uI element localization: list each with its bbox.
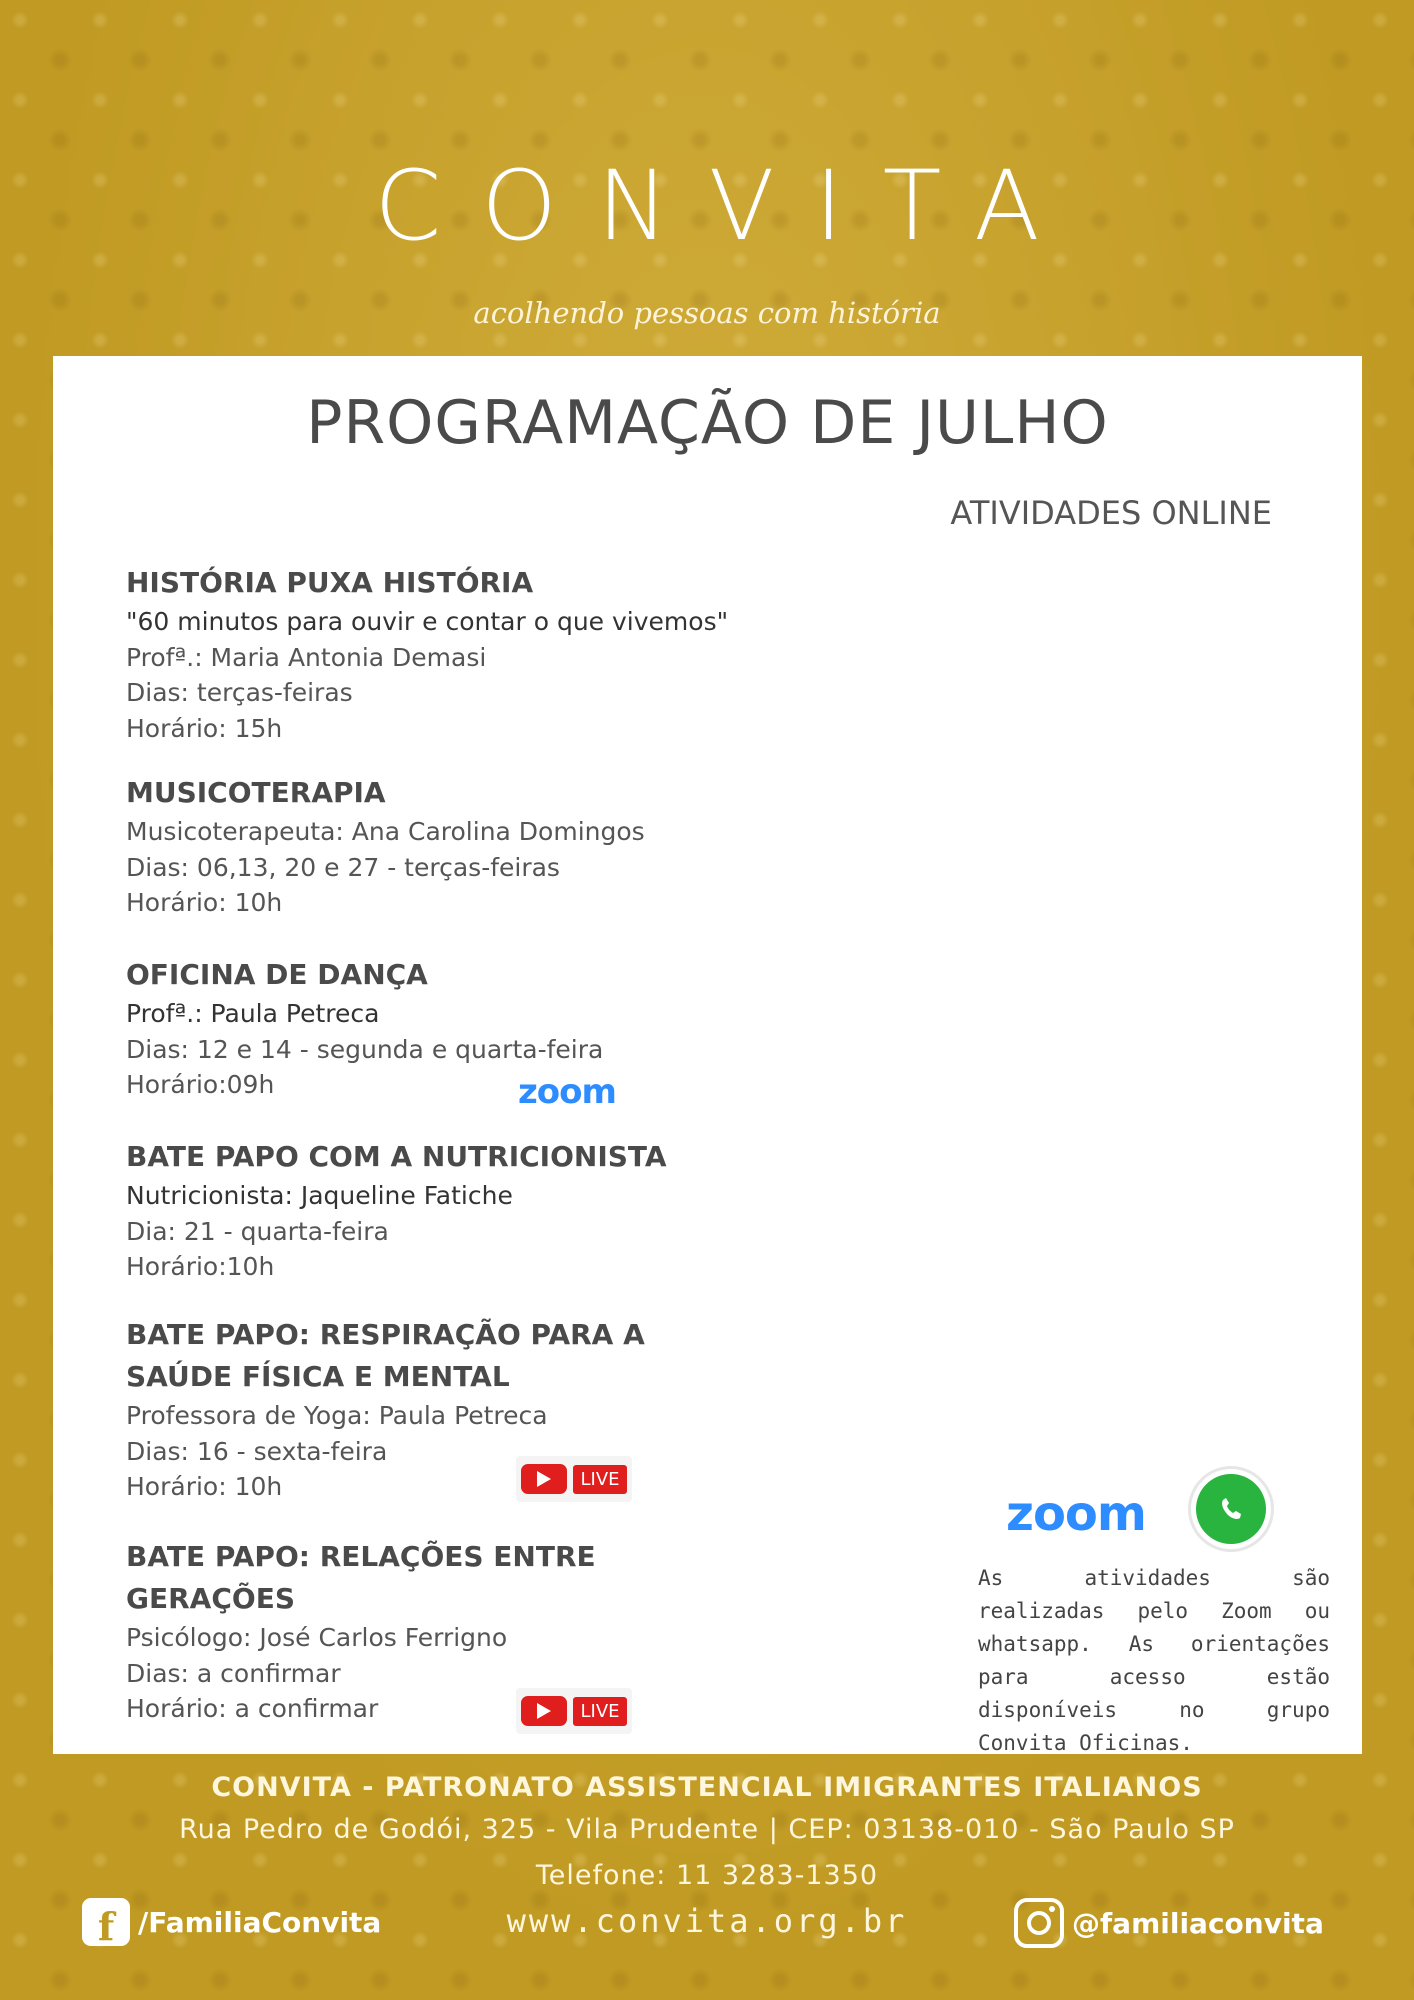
activity-days: Dias: a confirmar bbox=[126, 1658, 341, 1688]
activity-title: BATE PAPO: RELAÇÕES ENTRE bbox=[126, 1540, 596, 1573]
activity-teacher: Nutricionista: Jaqueline Fatiche bbox=[126, 1181, 513, 1210]
live-label: LIVE bbox=[573, 1697, 626, 1726]
access-note: As atividades são realizadas pelo Zoom ou whatsapp. As orientações para acesso estão disponíveis no grupo Convita Oficinas. bbox=[978, 1566, 1330, 1755]
activity-time: Horário:09h bbox=[126, 1070, 275, 1099]
website-link[interactable]: www.convita.org.br bbox=[506, 1902, 908, 1940]
convita-logo: CONVITA bbox=[374, 150, 1080, 262]
tagline: acolhendo pessoas com história bbox=[473, 296, 941, 330]
whatsapp-icon bbox=[1188, 1466, 1274, 1552]
facebook-handle: /FamiliaConvita bbox=[138, 1905, 382, 1939]
activity-days: Dias: 12 e 14 - segunda e quarta-feira bbox=[126, 1034, 604, 1064]
activity-title: SAÚDE FÍSICA E MENTAL bbox=[126, 1360, 510, 1393]
zoom-logo: zoom bbox=[518, 1072, 616, 1112]
activity-teacher: Profª.: Paula Petreca bbox=[126, 999, 380, 1028]
activity-title: BATE PAPO COM A NUTRICIONISTA bbox=[126, 1140, 667, 1173]
activity-days: Dias: 16 - sexta-feira bbox=[126, 1436, 388, 1466]
activity-title: HISTÓRIA PUXA HISTÓRIA bbox=[126, 566, 534, 599]
instagram-handle: @familiaconvita bbox=[1072, 1906, 1324, 1940]
activity-time: Horário:10h bbox=[126, 1252, 275, 1281]
activity-quote: "60 minutos para ouvir e contar o que vivemos" bbox=[126, 607, 729, 636]
facebook-icon: f bbox=[82, 1898, 130, 1946]
activity-time: Horário: 10h bbox=[126, 1472, 283, 1501]
page-subtitle: ATIVIDADES ONLINE bbox=[950, 494, 1272, 532]
activity-respiracao bbox=[126, 1314, 746, 1505]
youtube-icon bbox=[521, 1464, 567, 1494]
footer-phone: Telefone: 11 3283-1350 bbox=[535, 1860, 879, 1891]
youtube-live-badge bbox=[516, 1688, 632, 1734]
activity-teacher: Professora de Yoga: Paula Petreca bbox=[126, 1401, 548, 1430]
footer-address: Rua Pedro de Godói, 325 - Vila Prudente | CEP: 03138-010 - São Paulo SP bbox=[179, 1814, 1235, 1845]
activity-time: Horário: a confirmar bbox=[126, 1694, 379, 1723]
activity-danca bbox=[126, 954, 746, 1103]
instagram-icon bbox=[1014, 1898, 1064, 1948]
activity-geracoes bbox=[126, 1536, 746, 1727]
activity-musicoterapia bbox=[126, 772, 746, 921]
activity-teacher: Psicólogo: José Carlos Ferrigno bbox=[126, 1623, 508, 1652]
activity-teacher: Musicoterapeuta: Ana Carolina Domingos bbox=[126, 817, 645, 846]
activity-title: BATE PAPO: RESPIRAÇÃO PARA A bbox=[126, 1318, 645, 1351]
footer-org: CONVITA - PATRONATO ASSISTENCIAL IMIGRANTES ITALIANOS bbox=[211, 1772, 1203, 1803]
program-panel bbox=[53, 356, 1362, 1754]
activity-title: MUSICOTERAPIA bbox=[126, 776, 386, 809]
youtube-icon bbox=[521, 1696, 567, 1726]
activity-days: Dias: 06,13, 20 e 27 - terças-feiras bbox=[126, 852, 560, 882]
activity-title: OFICINA DE DANÇA bbox=[126, 958, 428, 991]
zoom-logo-large: zoom bbox=[1006, 1486, 1146, 1542]
activity-teacher: Profª.: Maria Antonia Demasi bbox=[126, 642, 487, 672]
instagram-link[interactable] bbox=[1014, 1898, 1324, 1948]
activity-days: Dias: terças-feiras bbox=[126, 678, 353, 707]
page-title: PROGRAMAÇÃO DE JULHO bbox=[306, 388, 1109, 458]
live-label: LIVE bbox=[573, 1465, 626, 1494]
activity-time: Horário: 15h bbox=[126, 713, 283, 743]
activity-nutricionista bbox=[126, 1136, 746, 1285]
activity-title: GERAÇÕES bbox=[126, 1582, 295, 1615]
activity-time: Horário: 10h bbox=[126, 888, 283, 917]
activity-historia bbox=[126, 562, 746, 746]
activity-days: Dia: 21 - quarta-feira bbox=[126, 1216, 389, 1246]
youtube-live-badge bbox=[516, 1456, 632, 1502]
